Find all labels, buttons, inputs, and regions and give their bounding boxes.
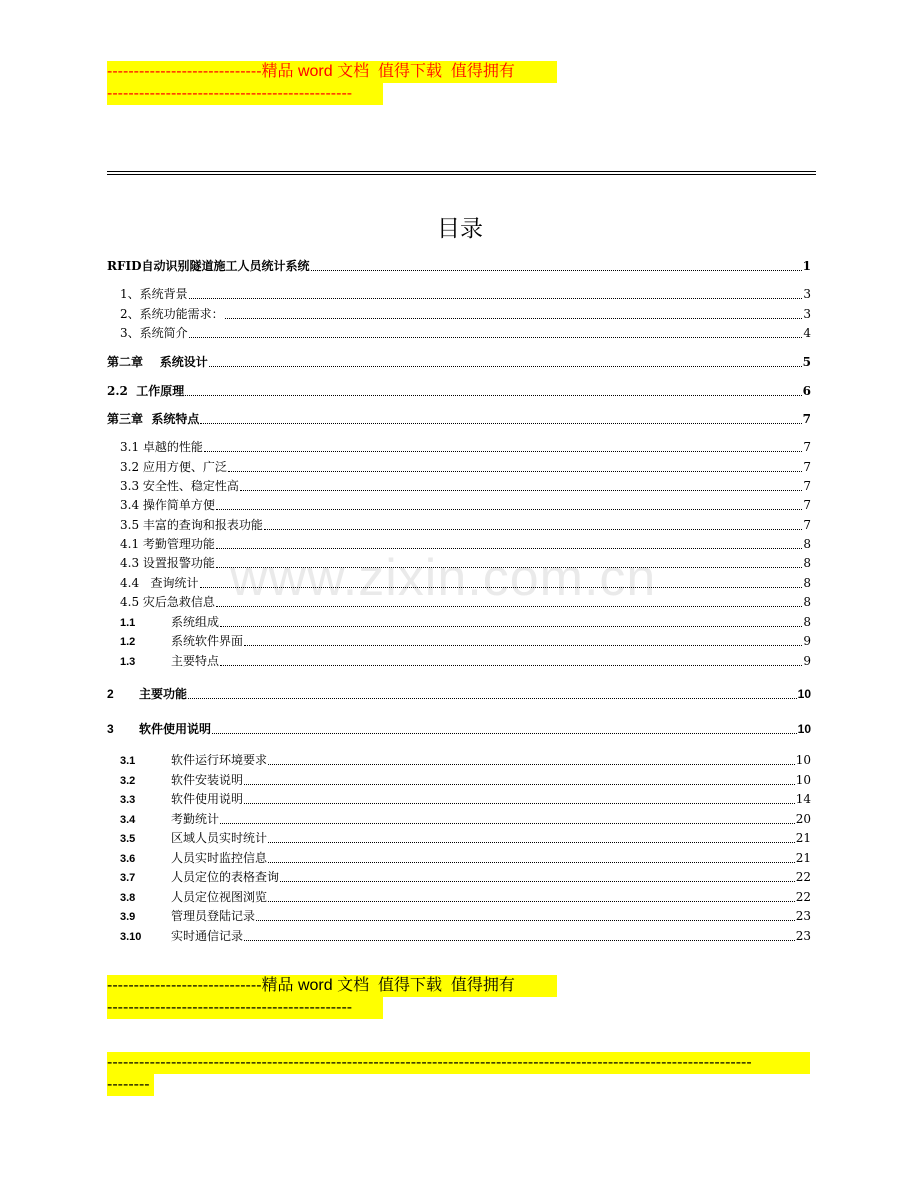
toc-leader	[220, 625, 802, 627]
toc-entry[interactable]	[120, 829, 811, 846]
toc-entry-number: 1.1	[120, 617, 136, 629]
toc-entry-label: 4.3 设置报警功能	[120, 556, 215, 570]
footer-banner-line2: ----------------------------------------------	[107, 997, 383, 1019]
toc-entry-page: 21	[795, 831, 811, 845]
toc-entry[interactable]	[120, 285, 811, 302]
toc-leader	[280, 880, 795, 882]
toc-entry-label: 人员定位视图浏览	[171, 890, 268, 904]
toc-entry-page: 1	[802, 259, 811, 273]
toc-entry[interactable]	[107, 685, 811, 702]
toc-entry-page: 7	[803, 479, 811, 493]
toc-leader	[220, 664, 802, 666]
toc-entry-number: 3.7	[120, 872, 136, 884]
toc-leader	[204, 450, 802, 452]
toc-entry-label: 3.5 丰富的查询和报表功能	[120, 518, 263, 532]
header-banner-line2: ----------------------------------------------	[107, 83, 383, 105]
toc-entry[interactable]	[120, 810, 811, 827]
toc-leader	[244, 644, 802, 646]
toc-entry-page: 21	[795, 851, 811, 865]
toc-leader	[244, 802, 795, 804]
toc-entry[interactable]	[120, 868, 811, 885]
toc-entry[interactable]	[120, 771, 811, 788]
toc-entry[interactable]	[120, 324, 811, 341]
toc-entry-page: 20	[795, 812, 811, 826]
toc-entry-page: 7	[803, 440, 811, 454]
toc-entry-page: 7	[803, 498, 811, 512]
toc-entry-label: 软件运行环境要求	[171, 753, 268, 767]
toc-entry-page: 22	[795, 890, 811, 904]
toc-leader	[216, 566, 802, 568]
toc-entry-page: 7	[803, 460, 811, 474]
header-banner-line1: -----------------------------精品 word 文档 值得下载 值得拥有	[107, 61, 557, 83]
toc-entry-number: 3.10	[120, 931, 142, 943]
toc-entry-label: 主要功能	[139, 687, 188, 701]
toc-entry-page: 3	[803, 307, 811, 321]
footer-banner-line3: -------------------------------------------------------------------------------------------------------------------------	[107, 1052, 810, 1074]
toc-leader	[228, 470, 802, 472]
toc-entry-page: 8	[803, 595, 811, 609]
footer-banner-line1: -----------------------------精品 word 文档 值得下载 值得拥有	[107, 975, 557, 997]
watermark: www.zixin.com.cn	[230, 549, 657, 607]
toc-entry-number: 3.6	[120, 853, 136, 865]
toc-entry-number: 3.9	[120, 911, 136, 923]
toc-entry[interactable]	[107, 353, 811, 370]
toc-entry[interactable]	[120, 516, 811, 533]
toc-entry[interactable]	[120, 535, 811, 552]
toc-entry[interactable]	[120, 477, 811, 494]
page-title: 目录	[437, 216, 483, 242]
toc-leader	[216, 547, 802, 549]
toc-entry-page: 4	[803, 326, 811, 340]
toc-entry-page: 8	[803, 615, 811, 629]
toc-leader	[268, 900, 795, 902]
toc-entry-label: 系统软件界面	[171, 634, 244, 648]
toc-leader	[185, 394, 801, 396]
toc-leader	[189, 297, 803, 299]
toc-entry[interactable]	[107, 410, 811, 427]
footer-banner-2	[107, 1052, 810, 1096]
toc-entry-label: 2.2 工作原理	[107, 384, 185, 398]
toc-entry[interactable]	[120, 652, 811, 669]
toc-entry-number: 2	[107, 687, 114, 701]
toc-entry-label: 人员实时监控信息	[171, 851, 268, 865]
toc-entry[interactable]	[120, 554, 811, 571]
toc-entry-label: RFID自动识别隧道施工人员统计系统	[107, 259, 310, 273]
toc-entry-page: 22	[795, 870, 811, 884]
toc-entry-number: 1.3	[120, 656, 136, 668]
toc-entry-label: 软件使用说明	[139, 722, 212, 736]
toc-entry[interactable]	[120, 458, 811, 475]
toc-entry-label: 实时通信记录	[171, 929, 244, 943]
toc-entry-label: 区域人员实时统计	[171, 831, 268, 845]
toc-entry-number: 3.8	[120, 892, 136, 904]
toc-entry-page: 14	[795, 792, 811, 806]
toc-entry[interactable]	[107, 382, 811, 399]
toc-entry[interactable]	[120, 613, 811, 630]
toc-entry[interactable]	[120, 305, 811, 322]
toc-entry-page: 23	[795, 929, 811, 943]
toc-leader	[268, 763, 795, 765]
toc-entry-label: 3、系统简介	[120, 326, 188, 340]
toc-entry-page: 10	[795, 753, 811, 767]
toc-leader	[244, 783, 795, 785]
toc-entry-label: 主要特点	[171, 654, 220, 668]
toc-leader	[244, 939, 795, 941]
footer-banner	[107, 975, 557, 1019]
toc-entry-page: 23	[795, 909, 811, 923]
toc-entry-page: 7	[803, 518, 811, 532]
toc-entry-page: 7	[802, 412, 811, 426]
toc-entry-label: 2、系统功能需求：	[120, 307, 224, 321]
toc-entry[interactable]	[120, 574, 811, 591]
toc-entry-page: 3	[803, 287, 811, 301]
toc-leader	[220, 822, 795, 824]
toc-entry[interactable]	[120, 888, 811, 905]
toc-entry[interactable]	[120, 790, 811, 807]
toc-entry-page: 9	[803, 634, 811, 648]
toc-entry[interactable]	[120, 927, 811, 944]
toc-entry-number: 3.4	[120, 814, 136, 826]
toc-entry-page: 8	[803, 576, 811, 590]
toc-entry-label: 第三章 系统特点	[107, 412, 200, 426]
toc-leader	[311, 269, 802, 271]
toc-entry-label: 人员定位的表格查询	[171, 870, 280, 884]
toc-entry-label: 管理员登陆记录	[171, 909, 256, 923]
toc-entry-label: 3.3 安全性、稳定性高	[120, 479, 239, 493]
toc-entry-label: 软件使用说明	[171, 792, 244, 806]
toc-leader	[212, 732, 797, 734]
toc-entry-label: 3.1 卓越的性能	[120, 440, 203, 454]
toc-entry-page: 5	[802, 355, 811, 369]
toc-entry-page: 10	[797, 722, 811, 736]
toc-entry-number: 3.1	[120, 755, 136, 767]
toc-entry-label: 4.4 查询统计	[120, 576, 199, 590]
toc-entry[interactable]	[120, 632, 811, 649]
toc-entry-label: 3.4 操作简单方便	[120, 498, 215, 512]
toc-leader	[240, 489, 802, 491]
toc-entry-number: 3.2	[120, 775, 136, 787]
toc-entry[interactable]	[120, 751, 811, 768]
toc-entry[interactable]	[107, 720, 811, 737]
toc-entry[interactable]	[107, 257, 811, 274]
toc-entry-page: 10	[795, 773, 811, 787]
footer-banner-line4: --------	[107, 1074, 154, 1096]
toc-leader	[200, 586, 803, 588]
toc-entry-label: 第二章 系统设计	[107, 355, 208, 369]
toc-entry-number: 3	[107, 722, 114, 736]
toc-entry-page: 8	[803, 537, 811, 551]
toc-leader	[264, 528, 802, 530]
toc-entry-label: 系统组成	[171, 615, 220, 629]
toc-entry-label: 软件安装说明	[171, 773, 244, 787]
toc-entry-page: 6	[802, 384, 811, 398]
toc-leader	[200, 422, 801, 424]
toc-entry[interactable]	[120, 438, 811, 455]
toc-leader	[268, 861, 795, 863]
toc-entry-label: 4.1 考勤管理功能	[120, 537, 215, 551]
toc-leader	[189, 336, 803, 338]
toc-leader	[188, 697, 797, 699]
toc-entry-label: 3.2 应用方便、广泛	[120, 460, 227, 474]
toc-leader	[216, 508, 802, 510]
toc-leader	[256, 919, 795, 921]
toc-entry-label: 4.5 灾后急救信息	[120, 595, 215, 609]
toc-entry-label: 考勤统计	[171, 812, 220, 826]
toc-entry-label: 1、系统背景	[120, 287, 188, 301]
toc-entry-number: 3.3	[120, 794, 136, 806]
toc-entry-number: 3.5	[120, 833, 136, 845]
toc-leader	[268, 841, 795, 843]
toc-leader	[225, 317, 803, 319]
toc-leader	[216, 605, 802, 607]
toc-entry-page: 8	[803, 556, 811, 570]
toc-entry[interactable]	[120, 849, 811, 866]
toc-entry-page: 10	[797, 687, 811, 701]
toc-entry[interactable]	[120, 496, 811, 513]
toc-entry-page: 9	[803, 654, 811, 668]
toc-entry[interactable]	[120, 593, 811, 610]
toc-entry[interactable]	[120, 907, 811, 924]
toc-entry-number: 1.2	[120, 636, 136, 648]
toc-leader	[209, 365, 802, 367]
